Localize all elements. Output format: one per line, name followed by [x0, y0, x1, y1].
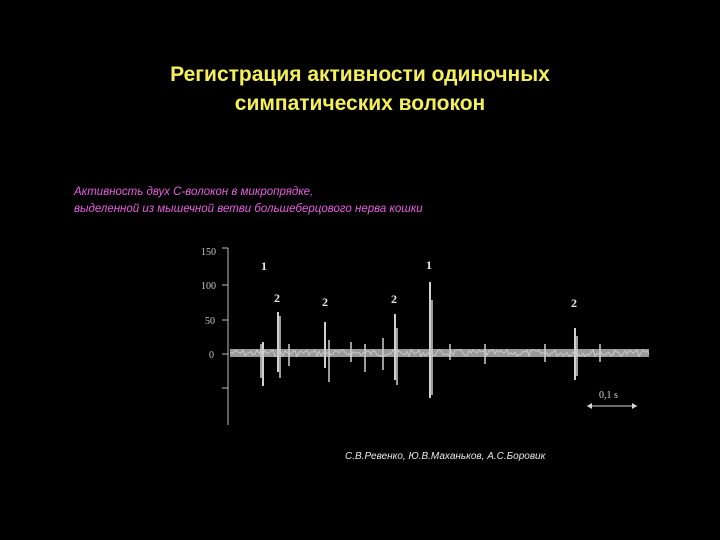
marker-type1-b: 1 [426, 258, 432, 272]
scale-bar-left-arrow-icon [587, 403, 592, 409]
y-label-150: 150 [201, 247, 216, 258]
marker-type2-a: 2 [274, 291, 280, 305]
spike-group [261, 282, 600, 398]
figure-caption [74, 184, 423, 218]
y-label-0: 0 [209, 350, 214, 361]
marker-type2-b: 2 [322, 295, 328, 309]
marker-type2-d: 2 [571, 296, 577, 310]
scale-bar-label: 0,1 s [599, 390, 618, 401]
caption-line-1: Активность двух С-волокон в микропрядке, [74, 186, 314, 198]
marker-type1-a: 1 [261, 259, 267, 273]
marker-type2-c: 2 [391, 292, 397, 306]
y-label-100: 100 [201, 281, 216, 292]
nerve-activity-recording [195, 240, 665, 430]
y-label-50: 50 [205, 316, 215, 327]
authors-credit: С.В.Ревенко, Ю.В.Маханьков, А.С.Боровик [345, 451, 546, 462]
title-line-2: симпатических волокон [234, 92, 486, 115]
caption-line-2: выделенной из мышечной ветви большеберцового нерва кошки [74, 203, 423, 215]
slide-title [0, 60, 720, 118]
title-line-1: Регистрация активности одиночных [170, 63, 550, 86]
scale-bar-right-arrow-icon [632, 403, 637, 409]
